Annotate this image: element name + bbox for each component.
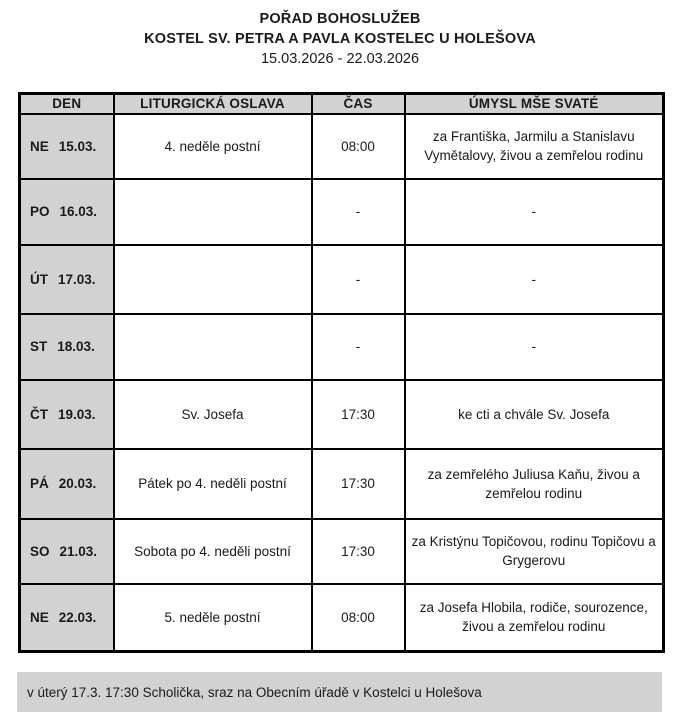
day-date: 17.03. (58, 271, 96, 287)
day-abbr: ČT (30, 406, 48, 422)
announcement-bar (17, 672, 662, 712)
time-cell: - (312, 245, 405, 314)
table-row (20, 380, 664, 449)
celebration-cell: 4. neděle postní (114, 114, 312, 179)
day-date: 20.03. (58, 476, 97, 491)
intention-cell: za Kristýnu Topičovou, rodinu Topičovu a Grygerovu (405, 519, 664, 584)
day-date: 21.03. (59, 543, 98, 559)
column-header-celebration: LITURGICKÁ OSLAVA (114, 94, 312, 114)
celebration-cell (114, 314, 312, 380)
table-row (20, 314, 664, 380)
intention-cell: za zemřelého Juliusa Kaňu, živou a zemřelou rodinu (405, 449, 664, 519)
day-date: 19.03. (58, 406, 96, 422)
day-cell (20, 179, 114, 245)
table-row (20, 449, 664, 519)
table-row (20, 519, 664, 584)
table-header-row (20, 94, 664, 114)
column-header-time: ČAS (312, 94, 405, 114)
day-abbr: PO (30, 204, 50, 219)
day-abbr: NE (30, 609, 49, 625)
intention-cell: - (405, 179, 664, 245)
day-date: 16.03. (59, 204, 98, 219)
day-cell (20, 380, 114, 449)
time-cell: 08:00 (312, 584, 405, 652)
intention-cell: ke cti a chvále Sv. Josefa (405, 380, 664, 449)
day-cell (20, 584, 114, 652)
table-row (20, 584, 664, 652)
schedule-table (18, 92, 665, 653)
column-header-intention: ÚMYSL MŠE SVATÉ (405, 94, 664, 114)
day-abbr: PÁ (30, 476, 49, 491)
celebration-cell (114, 245, 312, 314)
church-name: KOSTEL SV. PETRA A PAVLA KOSTELEC U HOLEŠOVA (144, 31, 536, 47)
table-row (20, 179, 664, 245)
day-abbr: ÚT (30, 271, 48, 287)
intention-cell: - (405, 314, 664, 380)
time-cell: - (312, 314, 405, 380)
document-title: POŘAD BOHOSLUŽEB (259, 11, 421, 27)
celebration-cell: 5. neděle postní (114, 584, 312, 652)
day-abbr: SO (30, 543, 50, 559)
time-cell: 08:00 (312, 114, 405, 179)
day-abbr: ST (30, 339, 48, 354)
time-cell: 17:30 (312, 449, 405, 519)
announcement-text: v úterý 17.3. 17:30 Scholička, sraz na Obecním úřadě v Kostelci u Holešova (27, 684, 482, 700)
intention-cell: - (405, 245, 664, 314)
day-abbr: NE (30, 138, 49, 154)
celebration-cell: Sv. Josefa (114, 380, 312, 449)
day-date: 22.03. (58, 609, 97, 625)
table-row (20, 114, 664, 179)
date-range: 15.03.2026 - 22.03.2026 (260, 51, 420, 67)
table-row (20, 245, 664, 314)
day-cell (20, 519, 114, 584)
celebration-cell (114, 179, 312, 245)
time-cell: 17:30 (312, 519, 405, 584)
schedule-table-container (18, 92, 662, 653)
column-header-day: DEN (20, 94, 114, 114)
day-cell (20, 314, 114, 380)
time-cell: - (312, 179, 405, 245)
document-header (0, 0, 680, 69)
celebration-cell: Sobota po 4. neděli postní (114, 519, 312, 584)
celebration-cell: Pátek po 4. neděli postní (114, 449, 312, 519)
day-cell (20, 449, 114, 519)
day-cell (20, 114, 114, 179)
day-date: 15.03. (58, 138, 97, 154)
time-cell: 17:30 (312, 380, 405, 449)
day-date: 18.03. (57, 339, 95, 354)
intention-cell: za Františka, Jarmilu a Stanislavu Vymětalovy, živou a zemřelou rodinu (405, 114, 664, 179)
day-cell (20, 245, 114, 314)
intention-cell: za Josefa Hlobila, rodiče, sourozence, živou a zemřelou rodinu (405, 584, 664, 652)
